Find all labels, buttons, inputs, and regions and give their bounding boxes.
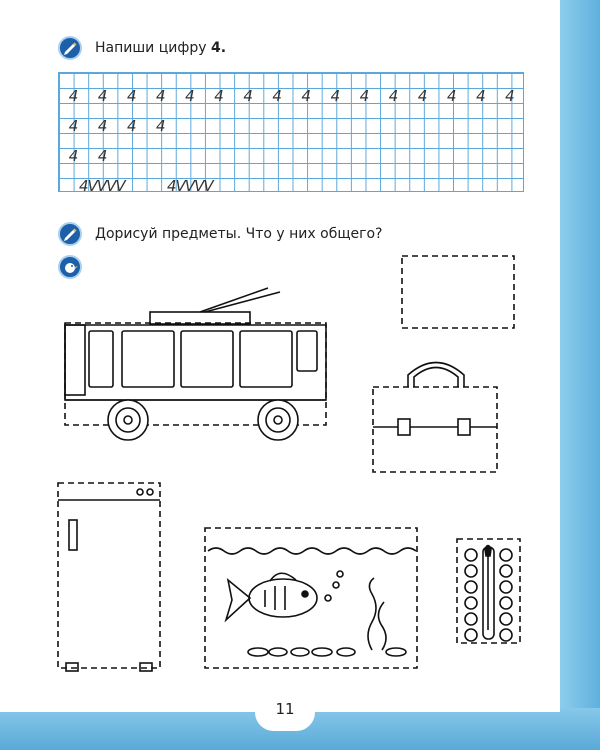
digit-four: 4: [97, 147, 108, 165]
task2-instruction: Дорисуй предметы. Что у них общего?: [95, 226, 383, 242]
digit-four: 4: [476, 87, 486, 105]
digit-four: 4: [185, 87, 195, 105]
digit-four: 4: [446, 87, 457, 105]
digit-four: 4: [68, 117, 79, 135]
task1-instruction: Напиши цифру 4.: [95, 40, 227, 56]
digit-four: 4: [243, 87, 253, 105]
trolleybus-drawing: [65, 288, 326, 440]
stroke-pattern-2: 4VVVV: [167, 177, 213, 195]
task1-digit: 4.: [210, 40, 227, 56]
digit-four: 4: [97, 117, 108, 135]
refrigerator-drawing: [58, 483, 160, 671]
digit-four: 4: [68, 87, 79, 105]
digit-four: 4: [97, 87, 108, 105]
aquarium-drawing: [205, 528, 417, 668]
digit-four: 4: [156, 117, 166, 135]
paint-box-drawing: [457, 539, 520, 643]
digit-four: 4: [214, 87, 224, 105]
digit-four: 4: [126, 87, 137, 105]
dashed-rectangle: [402, 256, 514, 328]
digit-four: 4: [301, 87, 312, 105]
briefcase-drawing: [373, 363, 497, 473]
digit-four: 4: [68, 147, 79, 165]
digit-four: 4: [359, 87, 370, 105]
digit-four: 4: [272, 87, 282, 105]
page-number: 11: [275, 700, 295, 718]
digit-four: 4: [126, 117, 137, 135]
digit-four: 4: [330, 87, 341, 105]
digit-four: 4: [388, 87, 399, 105]
digit-four: 4: [505, 87, 515, 105]
digit-four: 4: [156, 87, 166, 105]
stroke-pattern-1: 4VVVV: [79, 177, 125, 195]
digit-four: 4: [417, 87, 428, 105]
